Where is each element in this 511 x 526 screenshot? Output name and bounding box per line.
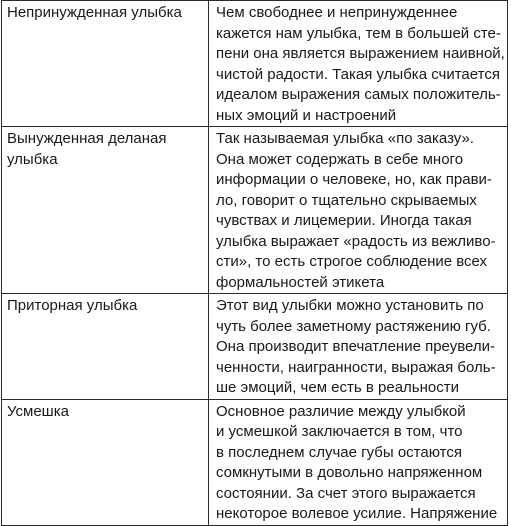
table-row <box>2 1 508 127</box>
description-line: Чем свободнее и непринужденнее <box>216 4 458 21</box>
description-line: информации о человеке, но, как прави- <box>216 171 492 188</box>
description-line: улыбка выражает «радость из вежливо- <box>216 232 496 250</box>
term-line: Усмешка <box>7 402 69 420</box>
description-line: ченности, наигранности, выражая боль- <box>216 358 496 376</box>
description-line: чувствах и лицемерии. Иногда такая <box>216 212 472 229</box>
description-text <box>209 400 507 525</box>
description-cell <box>209 127 508 294</box>
description-line: идеалом выражения самых положитель- <box>216 86 501 103</box>
smile-types-table <box>1 0 508 526</box>
description-line: сти», то есть строгое соблюдение всех <box>216 253 488 270</box>
term-text <box>2 294 208 317</box>
description-line: Она производит впечатление преувели- <box>216 338 495 355</box>
description-line: ло, говорит о тщательно скрываемых <box>216 191 477 209</box>
description-line: Основное различие между улыбкой <box>216 402 466 420</box>
description-cell <box>209 294 508 400</box>
description-line: чуть более заметному растяжению губ. <box>216 317 491 335</box>
table-row <box>2 127 508 294</box>
description-line: чистой радости. Такая улыбка считается <box>216 65 500 83</box>
description-text <box>209 1 507 126</box>
term-text <box>2 127 208 170</box>
term-cell <box>2 399 209 525</box>
term-line: улыбка <box>7 150 58 168</box>
term-line: Приторная улыбка <box>7 297 138 314</box>
description-line: ше эмоций, чем есть в реальности <box>216 379 459 396</box>
term-line: Непринужденная улыбка <box>7 4 182 21</box>
term-text <box>2 1 208 24</box>
description-line: пени она является выражением наивной, <box>216 45 505 62</box>
description-cell <box>209 1 508 127</box>
description-line: некоторое волевое усилие. Напряжение <box>216 505 498 522</box>
description-line: и усмешкой заключается в том, что <box>216 423 463 440</box>
description-line: кажется нам улыбка, тем в большей сте- <box>216 24 501 42</box>
term-cell <box>2 294 209 400</box>
table-row <box>2 294 508 400</box>
term-line: Вынужденная деланая <box>7 130 167 147</box>
description-line: Она может содержать в себе много <box>216 150 464 168</box>
table-row <box>2 399 508 525</box>
description-line: Так называемая улыбка «по заказу». <box>216 130 474 147</box>
description-line: формальностей этикета <box>216 273 385 291</box>
term-text <box>2 400 208 423</box>
term-cell <box>2 1 209 127</box>
description-line: в последнем случае губы остаются <box>216 443 462 461</box>
description-line: Этот вид улыбки можно установить по <box>216 297 484 314</box>
term-cell <box>2 127 209 294</box>
description-line: ных эмоций и настроений <box>216 106 397 124</box>
description-line: состоянии. За счет этого выражается <box>216 484 476 502</box>
description-text <box>209 294 507 399</box>
description-cell <box>209 399 508 525</box>
description-line: сомкнутыми в довольно напряженном <box>216 464 483 481</box>
description-text <box>209 127 507 293</box>
